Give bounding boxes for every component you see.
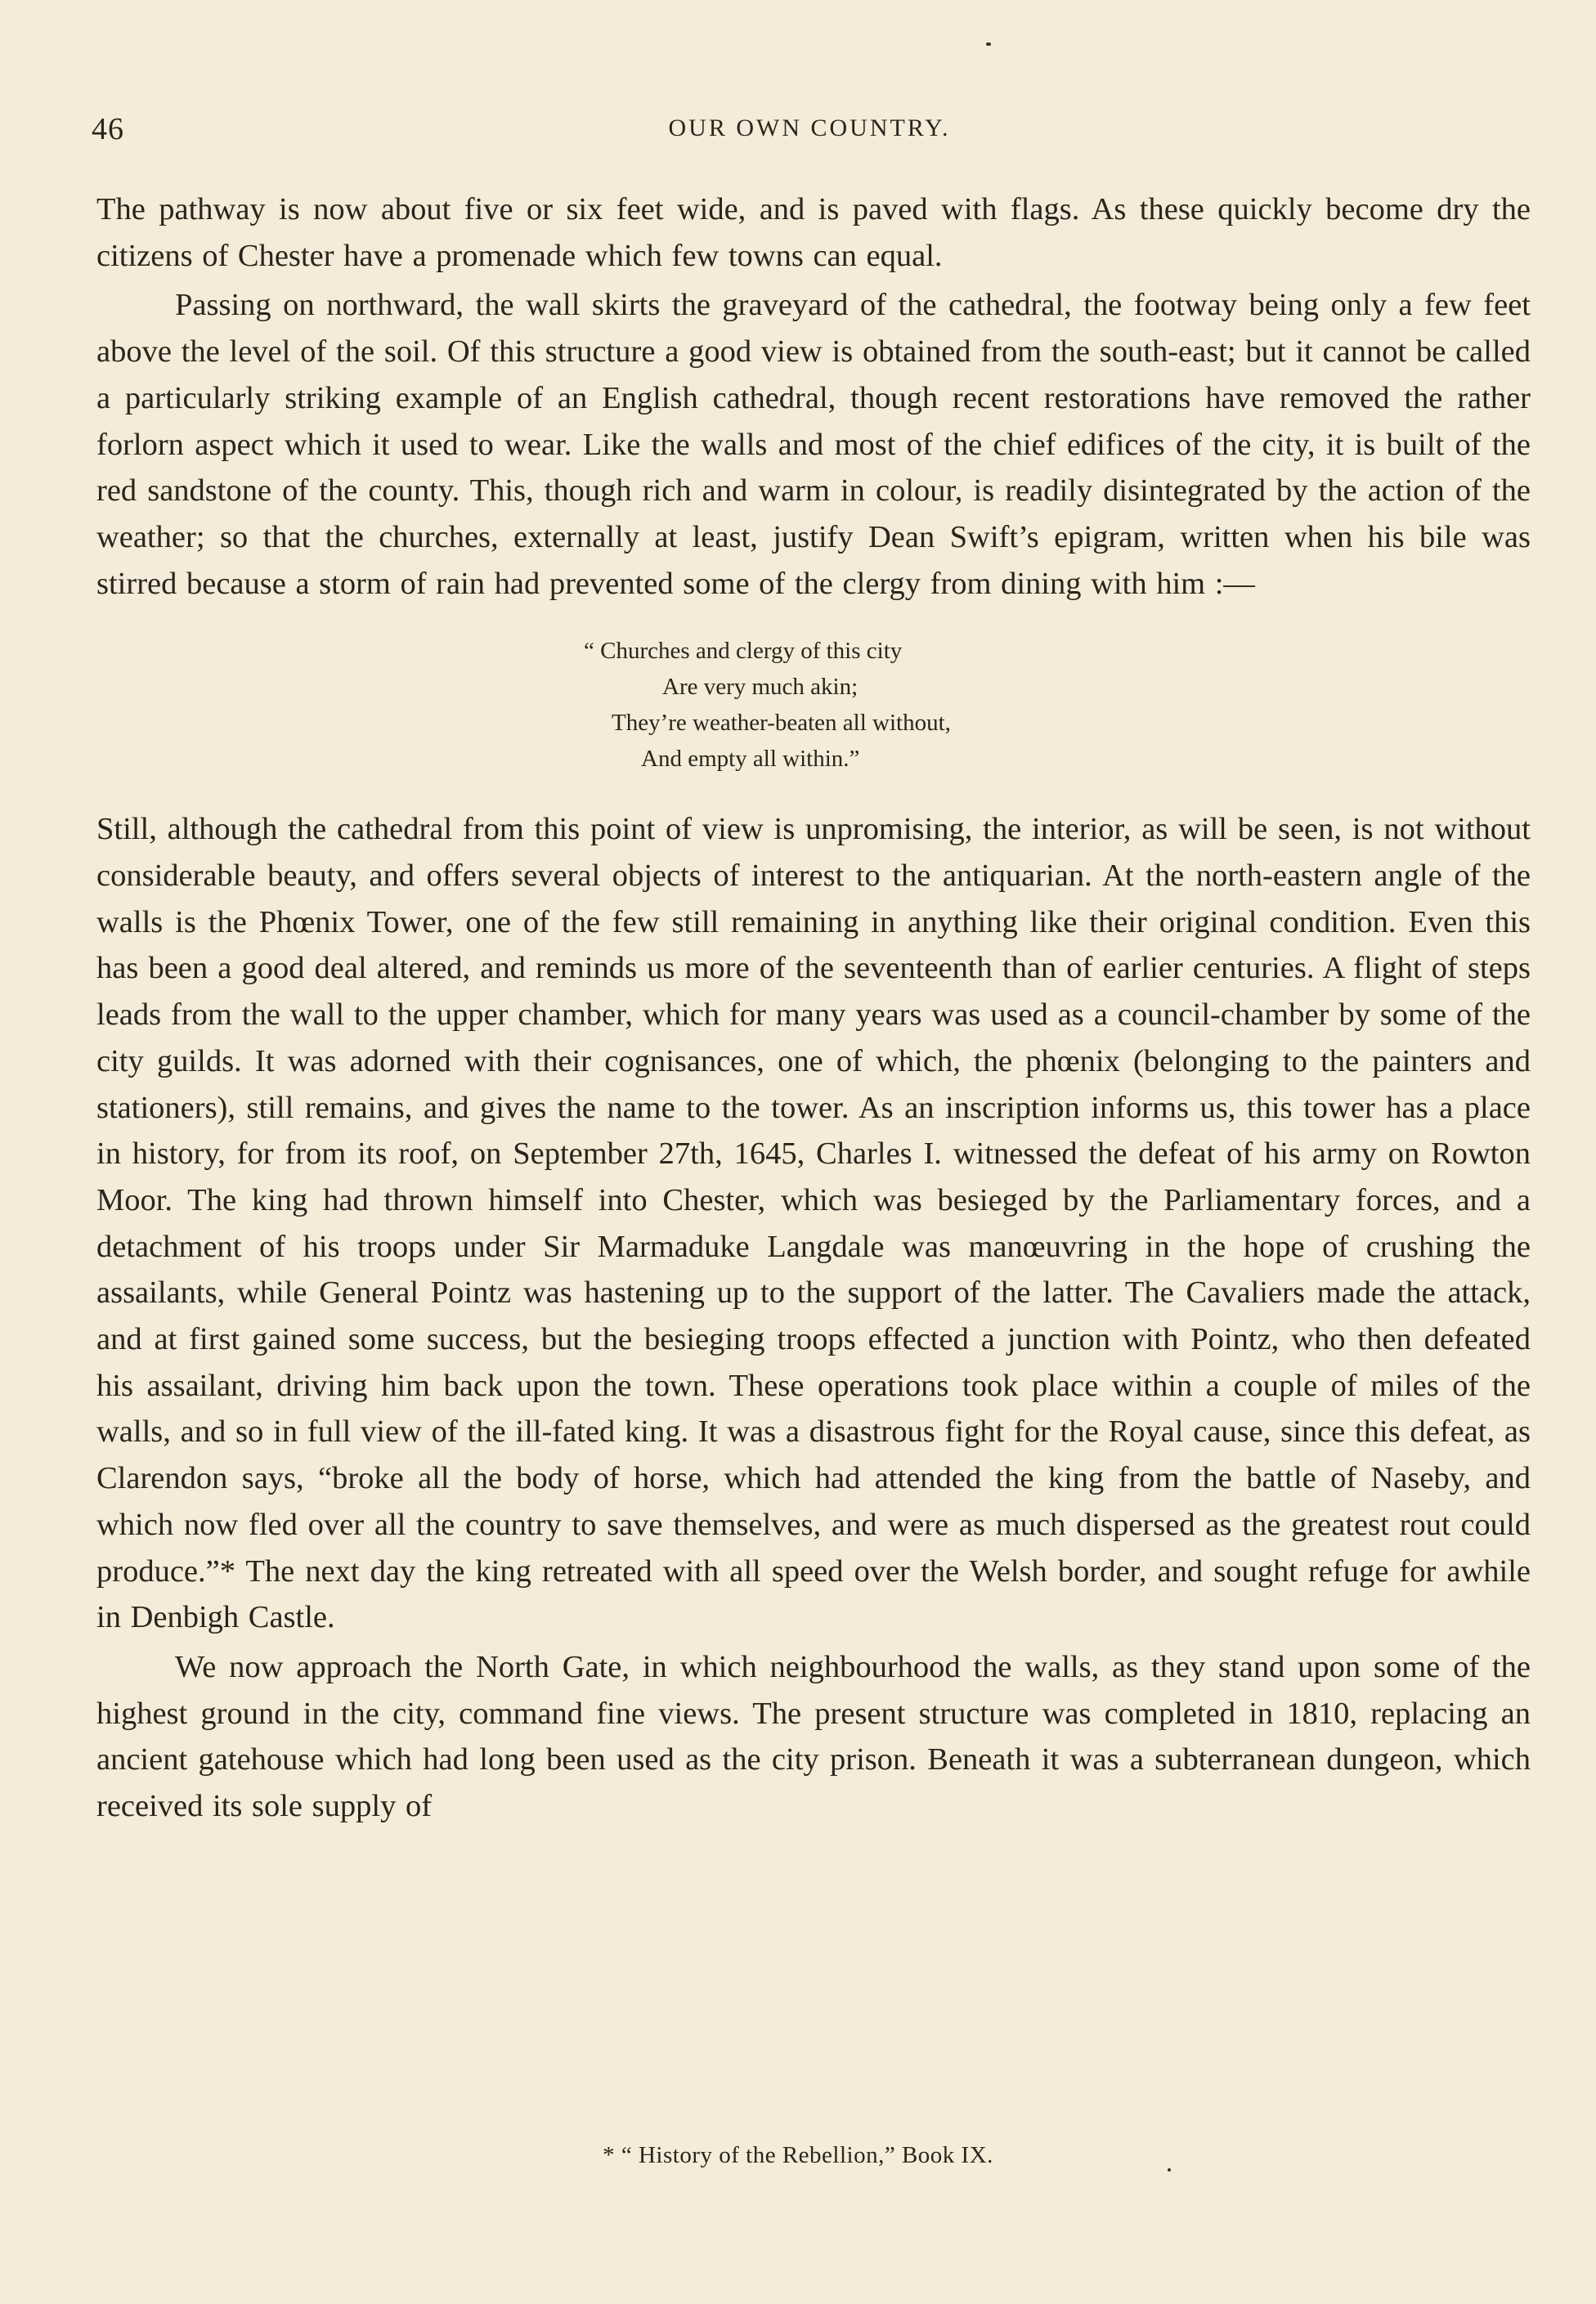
verse-line: And empty all within.” xyxy=(641,746,860,773)
paragraph: The pathway is now about five or six feet wide, and is paved with flags. As these quickly become dry the citizens of Chester have a promenade which few towns can equal. xyxy=(96,192,1531,273)
paragraph: Passing on northward, the wall skirts the graveyard of the cathedral, the footway being only a few feet above the level of the soil. Of this structure a good view is obtained from the south-east; but it cannot be called a particularly striking example of an English cathedral, though recent restorations have removed the rather forlorn aspect which it used to wear. Like the walls and most of the chief edifices of the city, it is built of the red sandstone of the county. This, though rich and warm in colour, is readily disintegrated by the action of the weather; so that the churches, externally at least, justify Dean Swift’s epigram, written when his bile was stirred because a storm of rain had prevented some of the clergy from dining with him :— xyxy=(96,288,1531,601)
verse-quotation xyxy=(96,633,1531,777)
body-text xyxy=(96,186,1531,1830)
verse-line: Are very much akin; xyxy=(662,674,859,701)
ink-speck xyxy=(986,43,991,46)
paragraph: We now approach the North Gate, in which neighbourhood the walls, as they stand upon some of the highest ground in the city, command fine views. The present structure was completed in 1810, replacing an ancient gatehouse which had long been used as the city prison. Beneath it was a subterranean dungeon, which received its sole supply of xyxy=(96,1649,1531,1824)
verse-line: They’re weather-beaten all without, xyxy=(612,710,951,737)
paragraph: Still, although the cathedral from this point of view is unpromising, the interior, as will be seen, is not without considerable beauty, and offers several objects of interest to the antiquarian. At the north-eastern angle of the walls is the Phœnix Tower, one of the few still remaining in anything like their original condition. Even this has been a good deal altered, and reminds us more of the seventeenth than of earlier centuries. A flight of steps leads from the wall to the upper chamber, which for many years was used as a council-chamber by some of the city guilds. It was adorned with their cognisances, one of which, the phœnix (belonging to the painters and stationers), still remains, and gives the name to the tower. As an inscription informs us, this tower has a place in history, for from its roof, on September 27th, 1645, Charles I. witnessed the defeat of his army on Rowton Moor. The king had thrown himself into Chester, which was besieged by the Parliamentary forces, and a detachment of his troops under Sir Marmaduke Langdale was manœuvring in the hope of crushing the assailants, while General Pointz was hastening up to the support of the latter. The Cavaliers made the attack, and at first gained some success, but the besieging troops effected a junction with Pointz, who then defeated his assailant, driving him back upon the town. These operations took place within a couple of miles of the walls, and so in full view of the ill-fated king. It was a disastrous fight for the Royal cause, since this defeat, as Clarendon says, “broke all the body of horse, which had attended the king from the battle of Naseby, and which now fled over all the country to save themselves, and were as much dispersed as the greatest rout could produce.”* The next day the king retreated with all speed over the Welsh border, and sought refuge for awhile in Denbigh Castle. xyxy=(96,812,1531,1635)
page-header xyxy=(92,111,1527,160)
footnote: * “ History of the Rebellion,” Book IX. xyxy=(603,2142,993,2168)
verse-line: “ Churches and clergy of this city xyxy=(584,638,903,665)
page-number: 46 xyxy=(92,112,124,146)
running-title: OUR OWN COUNTRY. xyxy=(668,114,951,141)
